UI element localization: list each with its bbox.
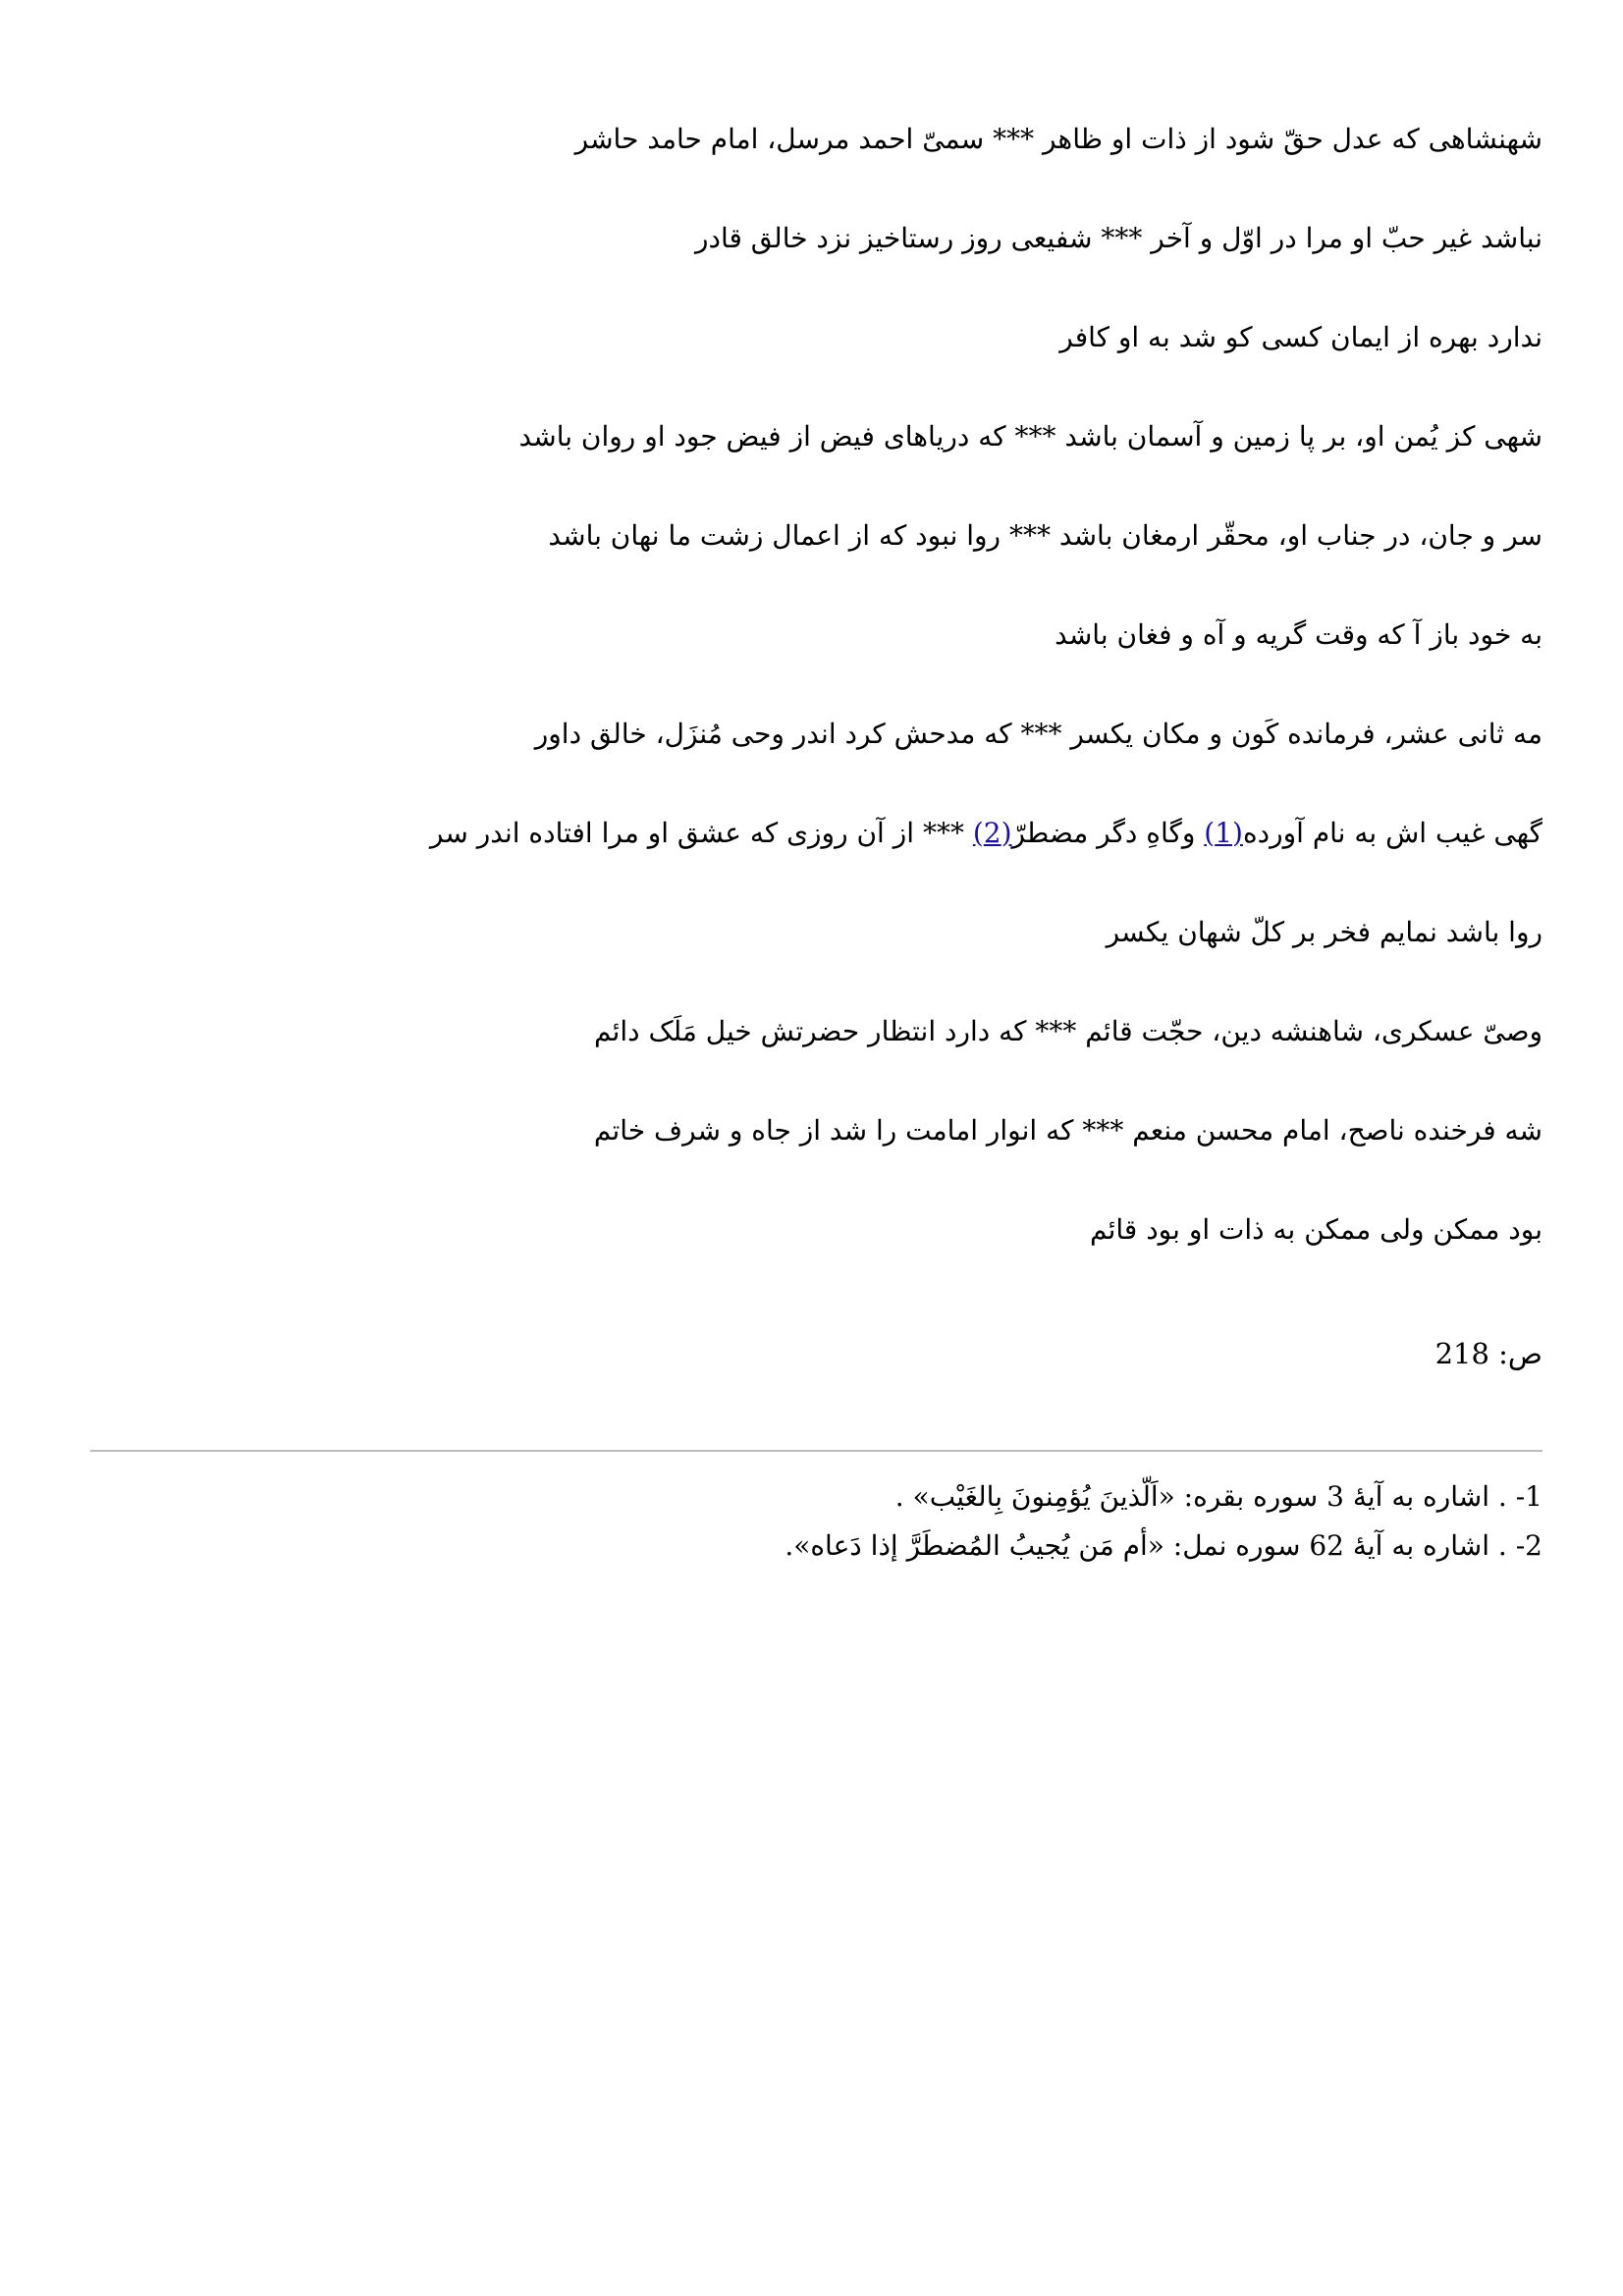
verse-line: به خود باز آ که وقت گریه و آه و فغان باشد xyxy=(1055,618,1542,651)
verse-line: شهی کز یُمن او، بر پا زمین و آسمان باشد *** که دریاهای فیض از فیض جود او روان باشد xyxy=(518,420,1542,453)
verse-text-part: *** از آن روزی که عشق او مرا افتاده اندر سر xyxy=(429,817,973,849)
verse-line-with-footnote-refs xyxy=(70,804,1542,903)
footnote-divider xyxy=(90,1450,1542,1452)
verse-text-part: وگاهِ دگر مضطرّ xyxy=(1011,817,1205,849)
verse-line: ندارد بهره از ایمان کسی کو شد به او کافر xyxy=(1059,321,1542,353)
footnote-ref-1-link[interactable]: (1) xyxy=(1204,817,1243,849)
verse-text-part: گهی غیب اش به نام آورده xyxy=(1242,817,1542,849)
verse-line: نباشد غیر حبّ او مرا در اوّل و آخر *** شفیعی روز رستاخیز نزد خالق قادر xyxy=(695,222,1542,254)
footnote-2: 2- . اشاره به آیهٔ 62 سوره نمل: «أم مَن یُجیبُ المُضطَرَّ إذا دَعاه». xyxy=(784,1529,1542,1562)
verse-line: سر و جان، در جناب او، محقّر ارمغان باشد *** روا نبود که از اعمال زشت ما نهان باشد xyxy=(548,519,1542,552)
verse-line: مه ثانی عشر، فرمانده کَون و مکان یکسر *** که مدحش کرد اندر وحی مُنزَل، خالق داور xyxy=(534,718,1542,750)
verse-line: روا باشد نمایم فخر بر کلّ شهان یکسر xyxy=(1106,916,1542,948)
verse-line: شه فرخنده ناصح، امام محسن منعم *** که انوار امامت را شد از جاه و شرف خاتم xyxy=(593,1114,1542,1147)
verse-line: وصیّ عسکری، شاهنشه دین، حجّت قائم *** که دارد انتظار حضرتش خیل مَلَک دائم xyxy=(593,1015,1542,1047)
verse-line: بود ممکن ولی ممکن به ذات او بود قائم xyxy=(1089,1213,1542,1246)
verse-line: شهنشاهی که عدل حقّ شود از ذات او ظاهر *** سمیّ احمد مرسل، امام حامد حاشر xyxy=(574,123,1542,155)
footnote-1: 1- . اشاره به آیهٔ 3 سوره بقره: «اَلّذینَ یُؤمِنونَ بِالغَیْب» . xyxy=(894,1480,1542,1513)
footnote-ref-2-link[interactable]: (2) xyxy=(972,817,1012,849)
poem-body xyxy=(70,110,1542,1300)
footnotes xyxy=(70,1472,1542,1571)
page-number: ص: 218 xyxy=(1434,1337,1542,1370)
